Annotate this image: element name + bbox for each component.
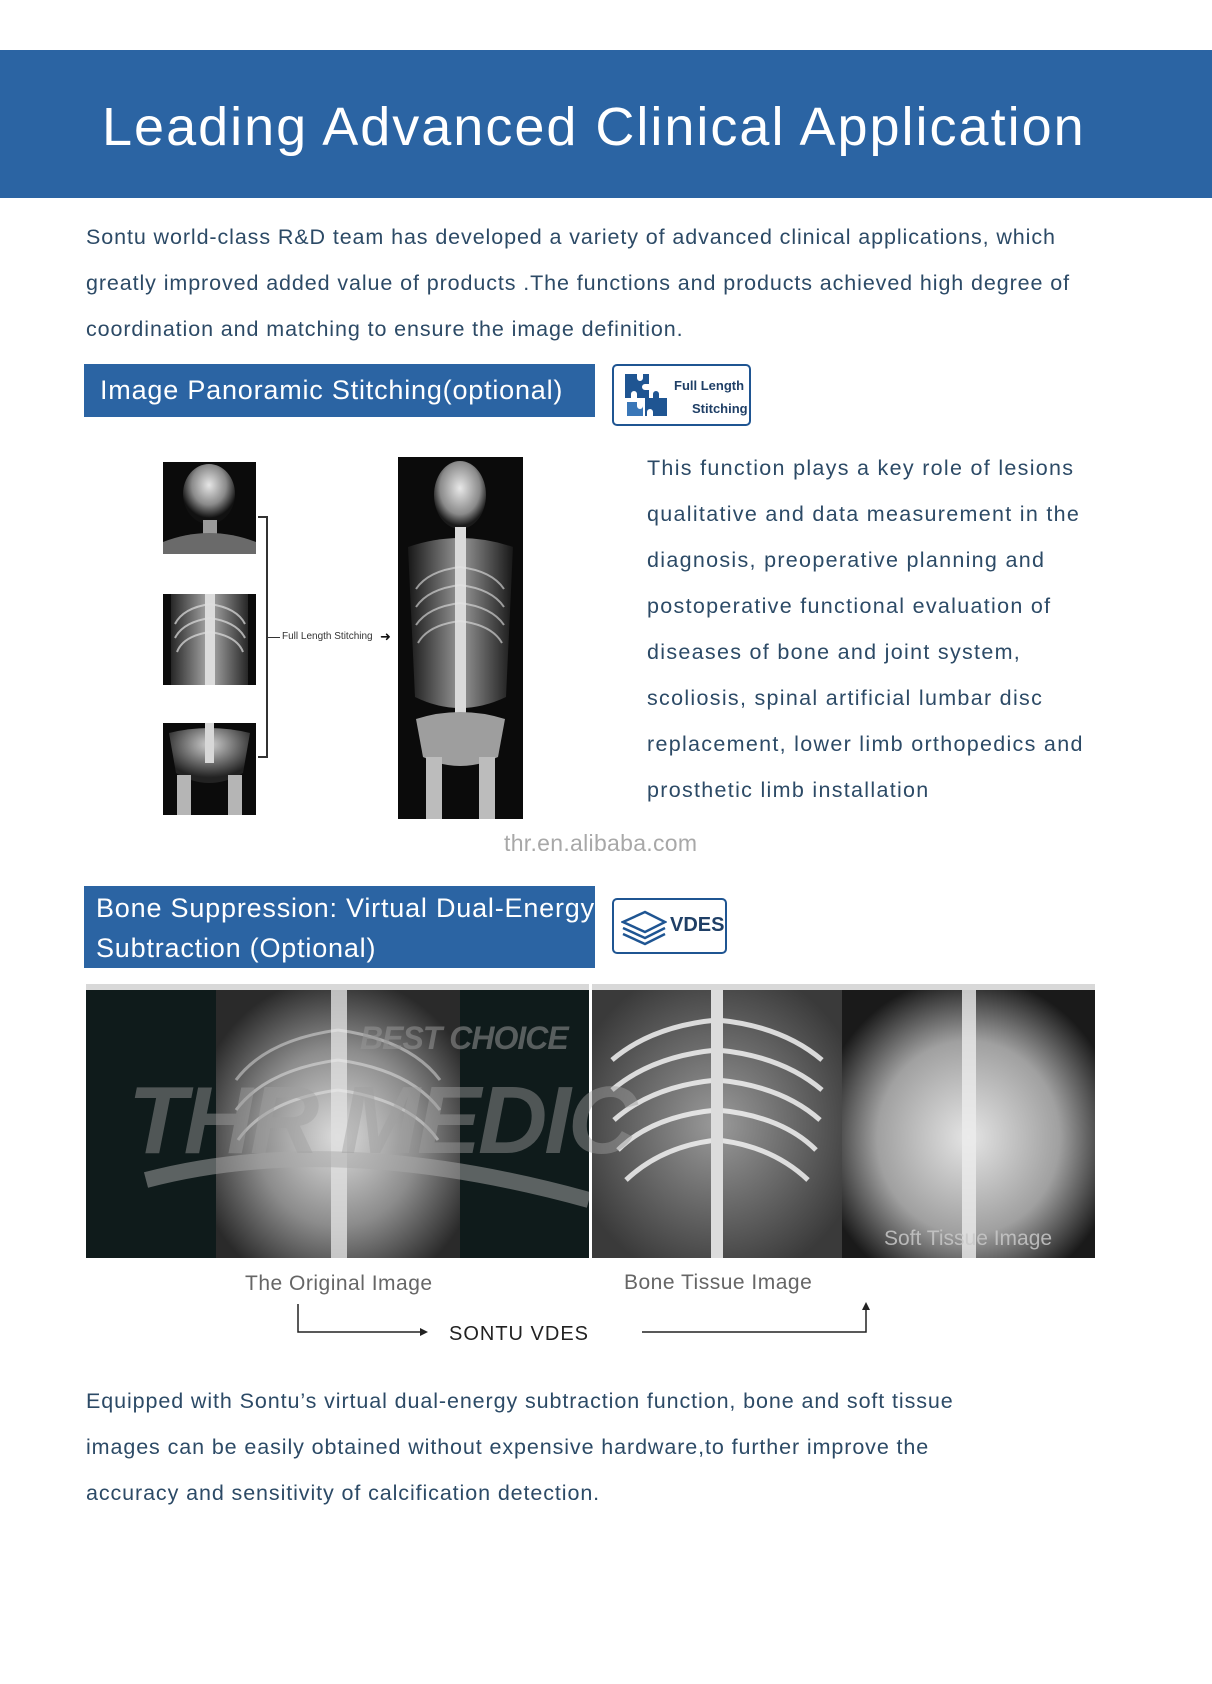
stitch-bracket [258,516,268,758]
xray-segment-head [163,462,256,554]
vdes-flow-label: SONTU VDES [449,1323,590,1345]
stitch-connector [268,637,280,638]
vdes-badge [612,898,727,954]
vdes-badge-text: VDES [670,914,725,936]
header-banner [0,50,1212,198]
xray-segment-pelvis [163,723,256,815]
stitching-description: This function plays a key role of lesions qualitative and data measurement in the diagnosis, preoperative planning and postoperative functional evaluation of diseases of bone and joint system, scoliosis, spinal artificial lumbar disc replacement, lower limb orthopedics and prosthetic limb installation [647,456,1084,802]
caption-bone-tissue-image: Bone Tissue Image [624,1271,813,1294]
arrow-right-icon: ➜ [380,629,391,644]
intro-paragraph: Sontu world-class R&D team has developed a variety of advanced clinical applications, which greatly improved added value of products .The functions and products achieved high degree of coordination and matching to ensure the image definition. [86,225,1070,341]
watermark-url: thr.en.alibaba.com [504,830,698,856]
full-length-stitching-badge [612,364,751,426]
xray-segment-chest [163,594,256,685]
badge-line-2: Stitching [692,401,748,416]
vdes-description: Equipped with Sontu’s virtual dual-energy subtraction function, bone and soft tissue images can be easily obtained without expensive hardware,to further improve the accuracy and sensitivity of calcification detection. [86,1389,954,1505]
section-heading-vdes: Bone Suppression: Virtual Dual-Energy Subtraction (Optional) [84,886,595,968]
page-title: Leading Advanced Clinical Application [102,97,1086,157]
watermark-brand-tagline: BEST CHOICE [360,1020,568,1056]
screenshot-bone-soft-images [592,984,1095,1258]
layers-icon [621,908,667,946]
watermark-brand-name: THR MEDIC [128,1067,635,1174]
puzzle-icon [623,372,671,420]
stitch-label: Full Length Stitching [282,631,373,642]
soft-tissue-label: Soft Tissue Image [884,1227,1053,1250]
section-heading-stitching: Image Panoramic Stitching(optional) [84,364,595,417]
xray-full-length [398,457,523,819]
caption-original-image: The Original Image [245,1272,433,1295]
badge-line-1: Full Length [674,378,745,393]
